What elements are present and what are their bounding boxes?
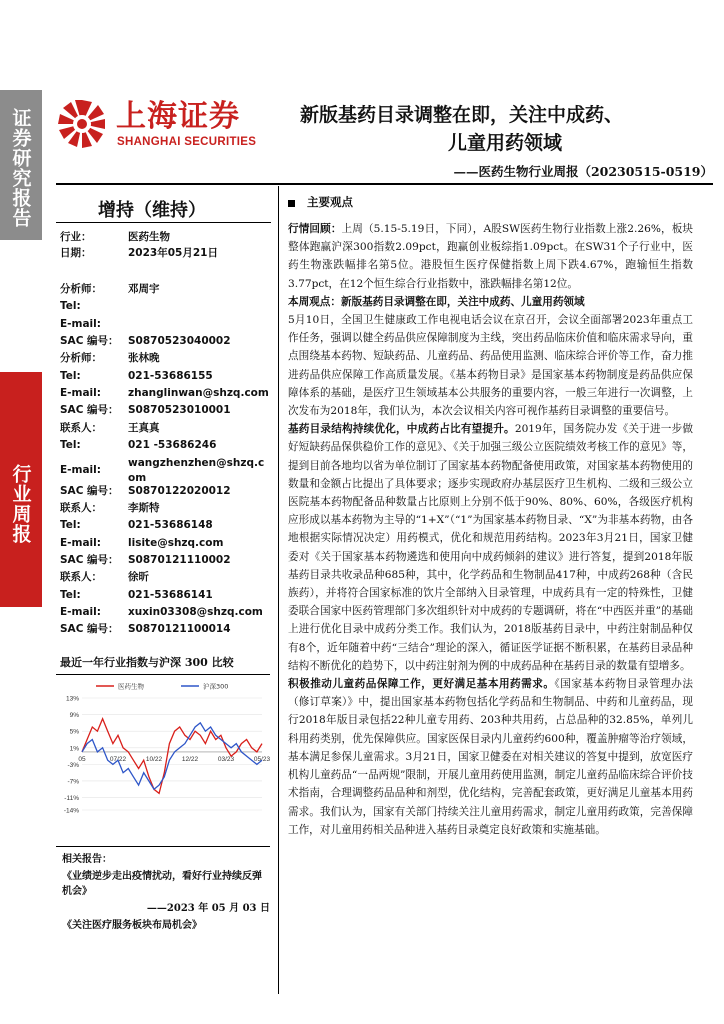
chart-y-tick-label: 9% [69, 712, 79, 720]
chart-y-tick-label: -7% [67, 778, 79, 786]
paragraph-weekly-view [288, 293, 693, 420]
contact-label: 联系人： [60, 571, 102, 583]
meta-block [60, 230, 270, 266]
contact-value: S0870121100014 [128, 623, 231, 635]
contact-value: S0870523040002 [128, 335, 231, 347]
paragraph-lead: 行情回顾： [288, 223, 342, 235]
rating-divider [56, 222, 271, 223]
contact-value: 李斯特 [128, 502, 160, 514]
paragraph-lead: 本周观点：新版基药目录调整在即，关注中成药、儿童用药领域 [288, 295, 585, 308]
report-category-label: 行业周报 [9, 464, 32, 544]
report-title-line1: 新版基药目录调整在即，关注中成药、 [300, 104, 624, 126]
section-heading [288, 194, 698, 210]
sideband-top [0, 90, 42, 240]
paragraph-children-drugs [288, 675, 693, 839]
meta-value: 2023年05月21日 [128, 247, 218, 259]
contact-value: xuxin03308@shzq.com [128, 606, 263, 618]
logo-emblem-icon [56, 98, 108, 150]
paragraph-text: 2019年，国务院办发《关于进一步做好短缺药品保供稳价工作的意见》、《关于加强三级公立医院绩效考核工作的意见》等，提到目前各地均以省为单位制订了国家基本药物配备使用政策，对国家基本药物使用的数量和金额占比提出了具体要求；逐步实现政府办基层医疗卫生机构、二级和三级公立医院基本药物配备品种数量占比原则上分别不低于90%、80%、60%，各级医疗机构应形成以基本药物为主导的“1+X”（“1”为国家基本药物目录、“X”为非基本药物，由各地根据实际情况决定）用药模式，优化和规范用药结构。2023年3月21日，国家卫健委对《关于国家基本药物遴选和使用向中成药倾斜的建议》进行答复，提到2018年版基药目录共收录品种685种，其中，化学药品和生物制品417种，中成药268种（含民族药），并将符合国家标准的饮片全部纳入目录管理，中成药具有一定的特殊性，卫健委联合国家中医药管理部门多次组织针对中成药的专题调研，将在“中西医并重”的基础上进行优化目录中成药分类工作。我们认为，2018版基药目录中，中药注射制品种仅有8个，近年随着中药“三结合”理论的深入，循证医学证据不断积累，在基药目录品种结构不断优化的趋势下，以中药注射剂为例的中成药品种在基药目录的数量有望增多。 [288, 423, 693, 672]
related-item-title[interactable]: 《业绩逆步走出疫情扰动，看好行业持续反弹机会》 [62, 871, 262, 897]
contact-label: E-mail: [60, 318, 101, 330]
contact-value: zhanglinwan@shzq.com [128, 387, 269, 399]
chart-legend-label: 医药生物 [118, 682, 144, 691]
contact-label: Tel: [60, 589, 81, 601]
contacts-block [60, 282, 270, 637]
contact-label: SAC 编号： [60, 554, 119, 566]
contact-value: S0870122020012 [128, 485, 231, 497]
chart-y-tick-label: 5% [69, 728, 79, 736]
logo-name-cn: 上海证券 [116, 99, 240, 134]
contact-value: 徐昕 [128, 571, 149, 583]
contact-row [60, 456, 270, 486]
chart-plot [56, 678, 270, 840]
paragraph-text: 5月10日，全国卫生健康政工作电视电话会议在京召开，会议全面部署2023年重点工作任务，强调以健全药品供应保障制度为主线，突出药品临床价值和临床需求导向，重点围绕基本药物、短缺药品、儿童药品、药品使用监测、临床综合评价等工作，奋力推进药品供应保障工作高质量发展。《基本药物目录》是国家基本药物制度是药品供应保障体系的基础，是医疗卫生领域基本公共服务的重要内容，一般三年进行一次调整，上次发布为2018年，我们认为，本次会议相关内容可视作基药目录调整的重要信号。 [288, 314, 693, 418]
chart-y-tick-label: -11% [64, 795, 79, 803]
contact-value: lisite@shzq.com [128, 537, 224, 549]
contact-label: Tel: [60, 519, 81, 531]
chart-x-tick-label: 07/22 [109, 755, 127, 763]
contact-value: 021-53686141 [128, 589, 213, 601]
header-divider [56, 183, 713, 185]
logo-name-en: SHANGHAI SECURITIES [117, 136, 257, 148]
contact-label: E-mail: [60, 387, 101, 399]
paragraph-lead: 积极推动儿童药品保障工作，更好满足基本用药需求。 [288, 678, 555, 691]
report-title-line2: 儿童用药领域 [447, 132, 562, 154]
chart-container [56, 650, 270, 840]
chart-x-tick-label: 12/22 [181, 755, 199, 763]
body-text [288, 220, 693, 839]
contact-value: 021-53686148 [128, 519, 213, 531]
paragraph-text: 上周（5.15-5.19日，下同），A股SW医药生物行业指数上涨2.26%，板块整体跑赢沪深300指数2.09pct，跑赢创业板综指1.09pct。在SW31个子行业中，医药生物涨跌幅排名第5位。港股恒生医疗保健指数上周下跌4.67%，跑输恒生指数3.77pct，在12个恒生综合行业指数中，涨跌幅排名第12位。 [288, 223, 693, 290]
contact-label: 分析师： [60, 283, 102, 295]
contact-label: SAC 编号： [60, 485, 119, 497]
contact-value: 021-53686155 [128, 370, 213, 382]
chart-y-tick-label: -3% [67, 761, 79, 769]
sideband-mid [0, 372, 42, 607]
contact-value: wangzhenzhen@shzq.com [128, 457, 265, 484]
contact-label: Tel: [60, 439, 81, 451]
chart-x-tick-label: 03/23 [217, 755, 235, 763]
contact-value: S0870523010001 [128, 404, 231, 416]
chart-y-tick-label: -14% [63, 807, 79, 815]
related-item-date: ——2023 年 05 月 03 日 [146, 903, 270, 914]
contact-label: SAC 编号： [60, 404, 119, 416]
contact-label: SAC 编号： [60, 623, 119, 635]
contact-value: 021 -53686246 [128, 439, 217, 451]
chart-x-tick-label: 05 [78, 755, 86, 763]
contact-label: Tel: [60, 370, 81, 382]
paragraph-market-review [288, 220, 693, 293]
related-reports [62, 852, 270, 933]
paragraph-tcm [288, 420, 693, 675]
paragraph-lead: 基药目录结构持续优化，中成药占比有望提升。 [288, 423, 515, 436]
meta-label: 行业： [60, 231, 92, 243]
contact-label: 联系人： [60, 422, 102, 434]
chart-y-tick-label: 13% [65, 695, 79, 703]
contact-label: Tel: [60, 300, 81, 312]
contact-label: 分析师： [60, 352, 102, 364]
related-divider [56, 846, 270, 847]
rating: 增持（维持） [98, 200, 206, 221]
contact-label: E-mail: [60, 606, 101, 618]
paragraph-text: 《国家基本药物目录管理办法（修订草案）》中，提出国家基本药物包括化学药品和生物制品、中药和儿童药品，现行2018年版目录包括22种儿童专用药、203种共用药，占总品种的32.85%，单列儿科用药类别，优先保障供应。国家医保目录内儿童药约600种，覆盖肿瘤等治疗领域，基本满足参保儿童需求。3月21日，国家卫健委在对相关建议的答复中提到，放宽医疗机构儿童药品“一品两规”限制，开展儿童用药使用监测，制定儿童药品临床综合评价技术指南，合理调整药品品种和剂型，优化结构，完善配套政策，更好满足儿童基本用药需求。我们认为，国家有关部门持续关注儿童用药需求，制定儿童用药政策，完善保障工作，对儿童用药相关品种进入基药目录奠定良好政策和实施基础。 [288, 678, 693, 836]
column-divider [278, 186, 279, 994]
contact-label: E-mail: [60, 464, 101, 476]
contact-value: S0870121110002 [128, 554, 231, 566]
section-heading-text: 主要观点 [307, 195, 353, 209]
chart-title: 最近一年行业指数与沪深 300 比较 [60, 656, 234, 669]
contact-value: 张林晚 [128, 352, 160, 364]
related-heading: 相关报告： [62, 854, 112, 865]
contact-label: 联系人： [60, 502, 102, 514]
section-bullet-icon [288, 200, 295, 207]
report-subtitle: ——医药生物行业周报（20230515-0519） [453, 164, 713, 179]
chart-y-tick-label: 1% [69, 745, 79, 753]
meta-value: 医药生物 [128, 231, 170, 243]
chart-title-underline [56, 674, 270, 675]
chart-legend-label: 沪深300 [203, 682, 229, 691]
meta-label: 日期： [60, 247, 92, 259]
contact-value: 王真真 [128, 422, 160, 434]
chart-x-tick-label: 05/23 [253, 755, 270, 763]
company-logo [56, 98, 286, 154]
related-item-title[interactable]: 《关注医疗服务板块布局机会》 [62, 920, 202, 931]
chart-x-tick-label: 10/22 [145, 755, 163, 763]
contact-label: SAC 编号： [60, 335, 119, 347]
contact-value: 邓周宇 [128, 283, 160, 295]
report-type-label: 证券研究报告 [9, 108, 32, 228]
contact-label: E-mail: [60, 537, 101, 549]
